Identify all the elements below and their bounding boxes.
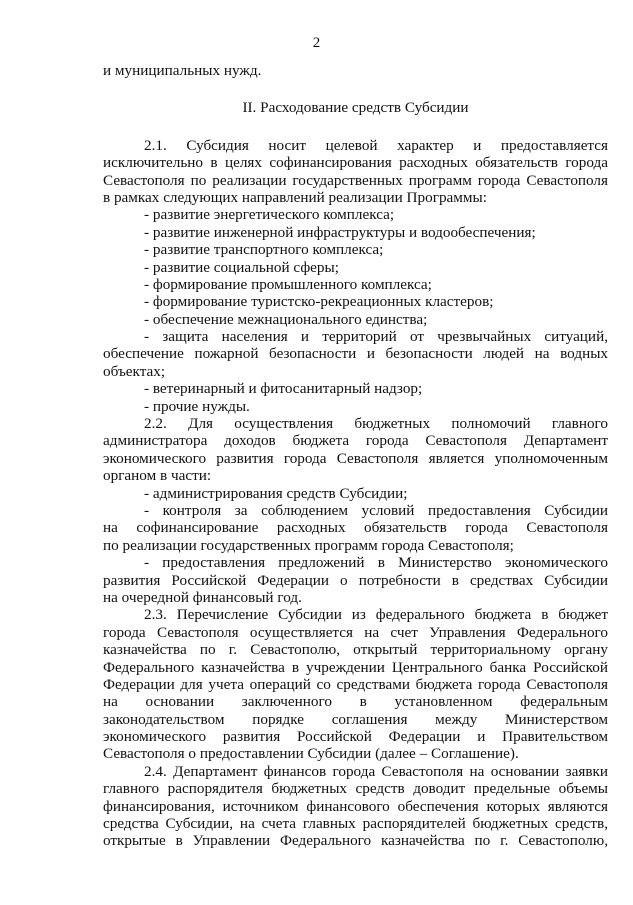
- text-line: экономического развития Российской Федерации и Правительством: [103, 728, 608, 746]
- text-line: - развитие социальной сферы;: [144, 258, 339, 276]
- text-line: главного распорядителя бюджетных средств доводит предельные объемы: [103, 780, 608, 798]
- text-line: в рамках следующих направлений реализации Программы:: [103, 188, 487, 206]
- text-line: развития Российской Федерации о потребности в средствах Субсидии: [103, 571, 608, 589]
- text-line: объектах;: [103, 362, 166, 380]
- text-line: обеспечение пожарной безопасности и безопасности людей на водных: [103, 345, 608, 363]
- text-line: 2.3. Перечисление Субсидии из федерального бюджета в бюджет: [144, 606, 608, 624]
- text-line: исключительно в целях софинансирования расходных обязательств города: [103, 154, 608, 172]
- text-line: - ветеринарный и фитосанитарный надзор;: [144, 380, 423, 398]
- text-line: Федерации для учета операций со средствами бюджета города Севастополя: [103, 675, 608, 693]
- text-line: на очередной финансовый год.: [103, 588, 302, 606]
- text-line: - прочие нужды.: [144, 397, 250, 415]
- text-line: города Севастополя осуществляется на счет Управления Федерального: [103, 623, 608, 641]
- text-line: - контроля за соблюдением условий предоставления Субсидии: [144, 501, 608, 519]
- text-line: экономического развития города Севастополя является уполномоченным: [103, 449, 608, 467]
- text-line: - формирование промышленного комплекса;: [144, 275, 432, 293]
- text-line: - предоставления предложений в Министерство экономического: [144, 554, 608, 572]
- text-line: на софинансирование расходных обязательств города Севастополя: [103, 519, 608, 537]
- text-line: 2.4. Департамент финансов города Севастополя на основании заявки: [144, 762, 608, 780]
- text-line: - развитие инженерной инфраструктуры и водообеспечения;: [144, 223, 536, 241]
- text-line: Севастополя по реализации государственных программ города Севастополя: [103, 171, 608, 189]
- text-line: на основании заключенного в установленном федеральным: [103, 693, 608, 711]
- text-line: и муниципальных нужд.: [103, 62, 262, 79]
- document-body: [103, 62, 608, 850]
- text-line: администратора доходов бюджета города Севастополя Департамент: [103, 432, 608, 450]
- text-line: открытые в Управлении Федерального казначейства по г. Севастополю,: [103, 832, 608, 850]
- text-line: - развитие транспортного комплекса;: [144, 241, 384, 259]
- spacer: [103, 117, 608, 137]
- text-line: Севастополя о предоставлении Субсидии (далее – Соглашение).: [103, 745, 519, 763]
- text-line: по реализации государственных программ города Севастополя;: [103, 536, 514, 554]
- text-line: 2.1. Субсидия носит целевой характер и предоставляется: [144, 136, 608, 154]
- text-line: - развитие энергетического комплекса;: [144, 206, 395, 224]
- section-heading: II. Расходование средств Субсидии: [242, 99, 469, 117]
- text-line: 2.2. Для осуществления бюджетных полномочий главного: [144, 415, 608, 433]
- text-line: - защита населения и территорий от чрезвычайных ситуаций,: [144, 328, 608, 346]
- text-line: законодательством порядке соглашения между Министерством: [103, 710, 608, 728]
- text-line: казначейства по г. Севастополю, открытый территориальному органу: [103, 641, 608, 659]
- text-line: финансирования, источником финансового обеспечения которых являются: [103, 797, 608, 815]
- text-line: средства Субсидии, на счета главных распорядителей бюджетных средств,: [103, 815, 608, 833]
- text-line: - обеспечение межнационального единства;: [144, 310, 428, 328]
- text-line: Федерального казначейства в учреждении Центрального банка Российской: [103, 658, 608, 676]
- text-line: - формирование туристско-рекреационных кластеров;: [144, 293, 494, 311]
- text-line: органом в части:: [103, 467, 212, 485]
- page-number: 2: [312, 35, 321, 51]
- text-line: - администрирования средств Субсидии;: [144, 484, 408, 502]
- spacer: [103, 79, 608, 99]
